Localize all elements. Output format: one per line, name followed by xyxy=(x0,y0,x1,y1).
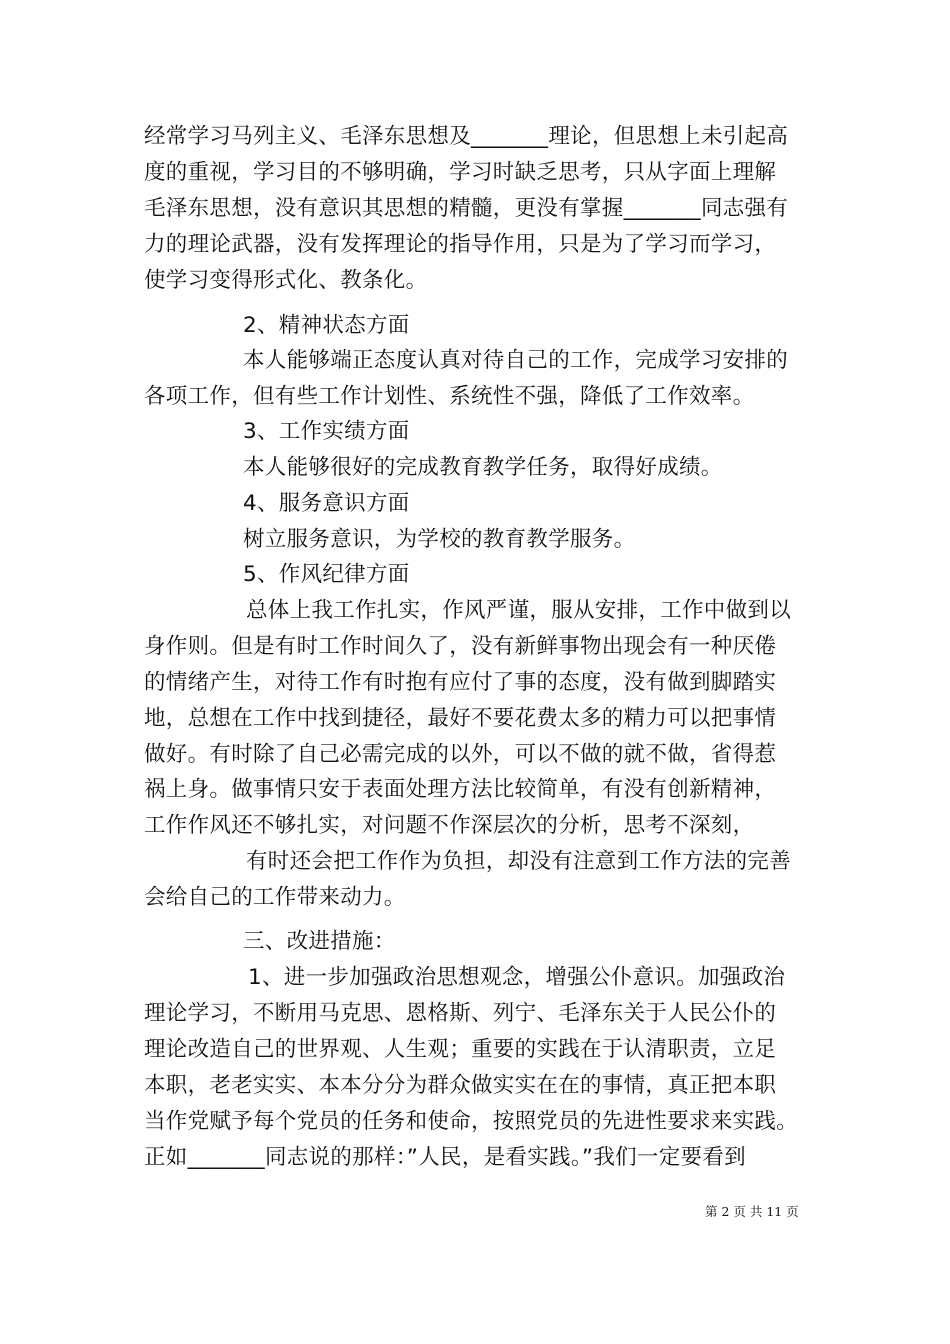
body-line-28: 当作党赋予每个党员的任务和使命，按照党员的先进性要求来实践。 xyxy=(144,1109,799,1134)
body-line-20: 工作作风还不够扎实，对问题不作深层次的分析，思考不深刻， xyxy=(144,813,755,838)
body-line-27: 本职，老老实实、本本分分为群众做实实在在的事情，真正把本职 xyxy=(144,1073,777,1098)
body-line-3: 毛泽东思想，没有意识其思想的精髓，更没有掌握_______同志强有 xyxy=(144,196,789,221)
body-line-29: 正如_______同志说的那样：”人民，是看实践。”我们一定要看到 xyxy=(144,1145,746,1170)
body-line-12: 树立服务意识，为学校的教育教学服务。 xyxy=(243,527,636,552)
body-line-17: 地，总想在工作中找到捷径，最好不要花费太多的精力可以把事情 xyxy=(144,706,777,731)
body-line-22: 会给自己的工作带来动力。 xyxy=(144,885,406,910)
section-heading-performance: 3、工作实绩方面 xyxy=(243,419,410,444)
body-line-4: 力的理论武器，没有发挥理论的指导作用，只是为了学习而学习， xyxy=(144,232,777,257)
body-line-18: 做好。有时除了自己必需完成的以外，可以不做的就不做，省得惹 xyxy=(144,742,777,767)
body-line-2: 度的重视，学习目的不够明确，学习时缺乏思考，只从字面上理解 xyxy=(144,160,777,185)
section-heading-spirit: 2、精神状态方面 xyxy=(243,313,410,338)
body-line-7: 本人能够端正态度认真对待自己的工作，完成学习安排的 xyxy=(243,348,789,373)
section-heading-service: 4、服务意识方面 xyxy=(243,491,410,516)
body-line-14: 总体上我工作扎实，作风严谨，服从安排，工作中做到以 xyxy=(246,598,792,623)
section-heading-improvement: 三、改进措施： xyxy=(243,929,396,954)
body-line-21: 有时还会把工作作为负担，却没有注意到工作方法的完善 xyxy=(246,849,792,874)
body-line-25: 理论学习，不断用马克思、恩格斯、列宁、毛泽东关于人民公仆的 xyxy=(144,1001,777,1026)
body-line-26: 理论改造自己的世界观、人生观；重要的实践在于认清职责，立足 xyxy=(144,1037,777,1062)
body-line-8: 各项工作，但有些工作计划性、系统性不强，降低了工作效率。 xyxy=(144,384,755,409)
body-line-19: 祸上身。做事情只安于表面处理方法比较简单，有没有创新精神， xyxy=(144,777,777,802)
section-heading-discipline: 5、作风纪律方面 xyxy=(243,562,410,587)
body-line-24: 1、进一步加强政治思想观念，增强公仆意识。加强政治 xyxy=(248,965,786,990)
body-line-1: 经常学习马列主义、毛泽东思想及_______理论，但思想上未引起高 xyxy=(144,124,789,149)
body-line-10: 本人能够很好的完成教育教学任务，取得好成绩。 xyxy=(243,455,723,480)
body-line-5: 使学习变得形式化、教条化。 xyxy=(144,268,428,293)
page-number: 第 2 页 共 11 页 xyxy=(705,1204,799,1219)
body-line-15: 身作则。但是有时工作时间久了，没有新鲜事物出现会有一种厌倦 xyxy=(144,634,777,659)
body-line-16: 的情绪产生，对待工作有时抱有应付了事的态度，没有做到脚踏实 xyxy=(144,670,777,695)
